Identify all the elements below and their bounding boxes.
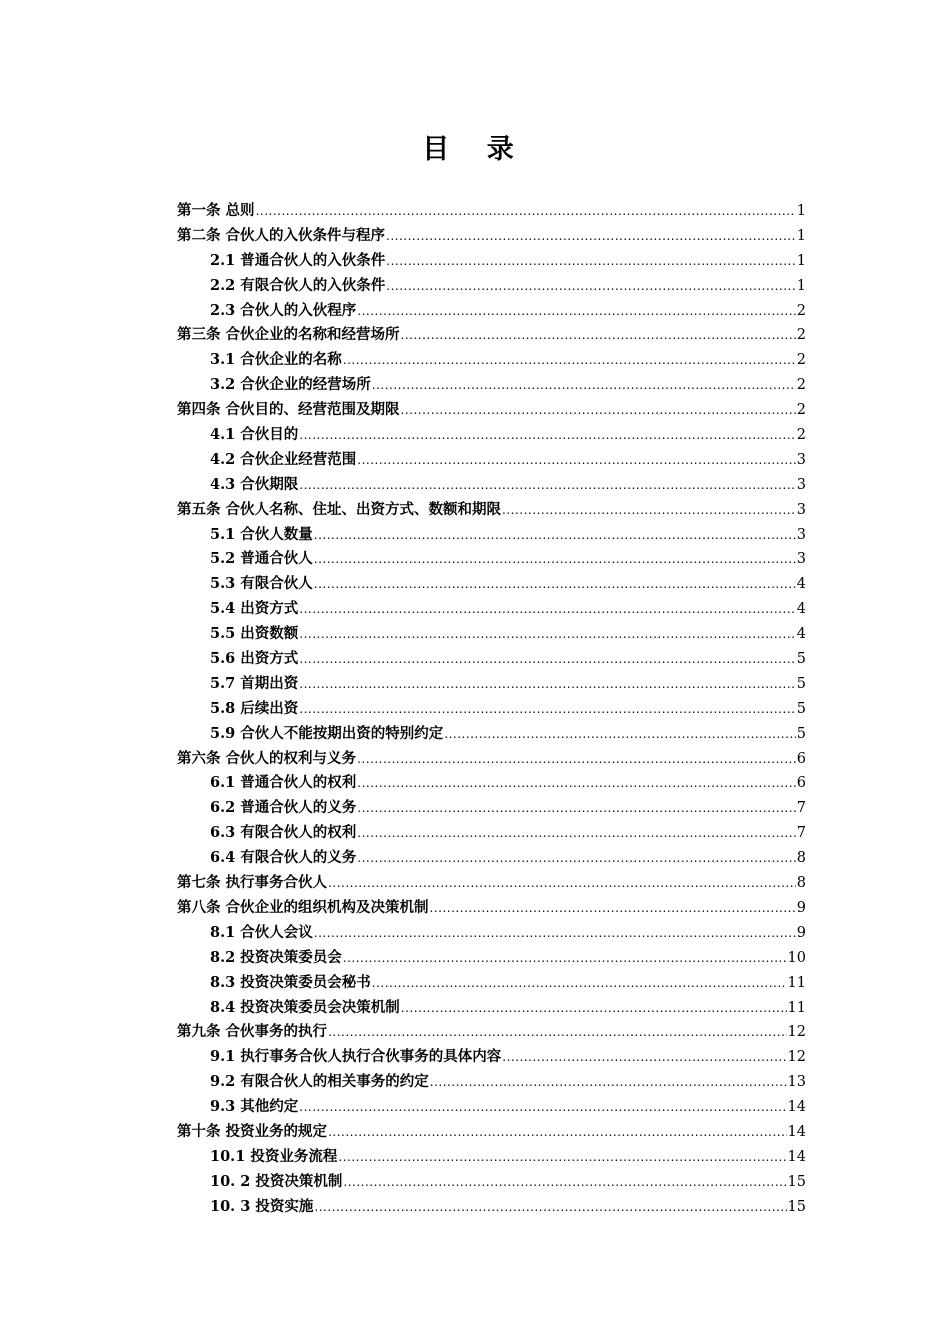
toc-entry[interactable] [177,1170,806,1195]
toc-entry-page-number: 14 [787,1123,806,1140]
toc-entry-label: 10.1 投资业务流程 [210,1147,338,1165]
toc-entry-label: 10. 2 投资决策机制 [210,1172,343,1190]
toc-dot-leader [328,1120,786,1145]
toc-dot-leader [314,572,796,597]
toc-entry-label: 第九条 合伙事务的执行 [177,1023,328,1041]
toc-entry[interactable] [177,971,806,996]
toc-dot-leader [357,846,795,871]
toc-entry-page-number: 3 [796,501,806,518]
toc-entry-label: 第六条 合伙人的权利与义务 [177,749,357,767]
toc-dot-leader [299,622,795,647]
toc-entry-page-number: 2 [796,377,806,394]
toc-entry[interactable] [177,448,806,473]
toc-entry-label: 6.4 有限合伙人的义务 [210,849,357,867]
toc-entry-label: 4.1 合伙目的 [210,426,299,444]
toc-entry-page-number: 5 [796,675,806,692]
toc-entry-page-number: 14 [787,1099,806,1116]
toc-entry-page-number: 1 [796,203,806,219]
toc-entry[interactable] [177,323,806,348]
toc-entry[interactable] [177,1045,806,1070]
toc-entry-page-number: 1 [796,227,806,244]
toc-entry-page-number: 1 [796,252,806,269]
toc-dot-leader [357,771,795,796]
toc-entry-page-number: 9 [796,899,806,916]
toc-entry-label: 9.1 执行事务合伙人执行合伙事务的具体内容 [210,1048,502,1066]
toc-dot-leader [401,323,796,348]
toc-entry[interactable] [177,473,806,498]
toc-entry[interactable] [177,547,806,572]
toc-entry-label: 5.8 后续出资 [210,699,299,717]
toc-entry-page-number: 14 [787,1148,806,1165]
toc-entry-label: 第四条 合伙目的、经营范围及期限 [177,401,400,419]
toc-entry-label: 5.4 出资方式 [210,600,299,618]
toc-entry-label: 2.1 普通合伙人的入伙条件 [210,251,386,269]
toc-entry[interactable] [177,597,806,622]
toc-dot-leader [343,946,787,971]
toc-dot-leader [299,597,795,622]
toc-entry-label: 8.2 投资决策委员会 [210,948,342,966]
toc-dot-leader [256,199,796,224]
toc-dot-leader [343,348,796,373]
toc-dot-leader [338,1145,786,1170]
toc-entry-label: 5.9 合伙人不能按期出资的特别约定 [210,724,444,742]
toc-entry-label: 第七条 执行事务合伙人 [177,874,328,892]
toc-dot-leader [343,1170,786,1195]
toc-entry-page-number: 15 [787,1173,806,1190]
toc-entry-label: 第八条 合伙企业的组织机构及决策机制 [177,898,429,916]
toc-entry-label: 3.2 合伙企业的经营场所 [210,376,371,394]
toc-entry-label: 6.2 普通合伙人的义务 [210,799,357,817]
toc-entry[interactable] [177,1070,806,1095]
toc-entry-label: 2.3 合伙人的入伙程序 [210,301,357,319]
toc-entry-page-number: 3 [796,476,806,493]
toc-entry-page-number: 5 [796,700,806,717]
toc-dot-leader [299,1095,786,1120]
toc-entry[interactable] [177,572,806,597]
toc-entry-label: 8.1 合伙人会议 [210,923,313,941]
toc-entry-page-number: 2 [796,427,806,444]
toc-entry-page-number: 5 [796,651,806,668]
toc-entry[interactable] [177,846,806,871]
toc-entry-label: 5.6 出资方式 [210,650,299,668]
toc-dot-leader [357,796,795,821]
toc-dot-leader [357,747,796,772]
toc-entry[interactable] [177,249,806,274]
toc-entry[interactable] [177,274,806,299]
toc-entry-page-number: 3 [796,551,806,568]
toc-entry-label: 5.1 合伙人数量 [210,525,313,543]
toc-entry[interactable] [177,722,806,747]
toc-dot-leader [299,672,795,697]
toc-entry-page-number: 8 [796,875,806,892]
toc-entry[interactable] [177,199,806,224]
toc-entry[interactable] [177,697,806,722]
toc-entry-label: 第十条 投资业务的规定 [177,1122,328,1140]
toc-entry-label: 5.7 首期出资 [210,674,299,692]
toc-entry-page-number: 12 [787,1024,806,1041]
toc-dot-leader [502,498,796,523]
toc-dot-leader [357,448,795,473]
toc-entry-page-number: 3 [796,451,806,468]
toc-entry[interactable] [177,622,806,647]
toc-dot-leader [386,274,795,299]
toc-entry[interactable] [177,348,806,373]
toc-entry[interactable] [177,647,806,672]
toc-entry-page-number: 7 [796,800,806,817]
toc-dot-leader [430,1070,787,1095]
toc-entry-label: 4.2 合伙企业经营范围 [210,450,357,468]
toc-entry[interactable] [177,1145,806,1170]
toc-entry[interactable] [177,821,806,846]
toc-entry[interactable] [177,1120,806,1145]
toc-list [177,199,806,1220]
toc-entry-page-number: 7 [796,825,806,842]
toc-dot-leader [357,299,795,324]
toc-dot-leader [357,821,795,846]
toc-entry-label: 3.1 合伙企业的名称 [210,351,342,369]
toc-dot-leader [299,697,795,722]
toc-entry[interactable] [177,871,806,896]
toc-entry[interactable] [177,1195,806,1220]
toc-dot-leader [299,473,795,498]
toc-entry[interactable] [177,373,806,398]
toc-entry[interactable] [177,896,806,921]
toc-entry-label: 第五条 合伙人名称、住址、出资方式、数额和期限 [177,500,502,518]
toc-dot-leader [328,1020,786,1045]
toc-entry-label: 8.4 投资决策委员会决策机制 [210,998,400,1016]
toc-entry[interactable] [177,996,806,1021]
toc-entry-page-number: 12 [787,1049,806,1066]
toc-entry[interactable] [177,946,806,971]
toc-entry-label: 4.3 合伙期限 [210,475,299,493]
toc-entry-label: 第一条 总则 [177,202,255,219]
toc-entry[interactable] [177,771,806,796]
toc-entry-page-number: 15 [787,1198,806,1215]
toc-dot-leader [314,523,796,548]
toc-entry-label: 10. 3 投资实施 [210,1197,314,1215]
toc-dot-leader [430,896,796,921]
toc-entry-label: 9.2 有限合伙人的相关事务的约定 [210,1073,429,1091]
toc-entry[interactable] [177,1020,806,1045]
toc-dot-leader [502,1045,786,1070]
toc-entry-page-number: 5 [796,725,806,742]
toc-entry-page-number: 4 [796,576,806,593]
toc-dot-leader [372,971,787,996]
toc-dot-leader [299,423,795,448]
toc-entry-label: 5.3 有限合伙人 [210,575,313,593]
toc-entry[interactable] [177,224,806,249]
toc-entry-label: 2.2 有限合伙人的入伙条件 [210,276,386,294]
toc-entry-page-number: 2 [796,402,806,419]
toc-dot-leader [401,398,796,423]
toc-entry-page-number: 1 [796,277,806,294]
toc-entry-label: 5.5 出资数额 [210,625,299,643]
toc-entry-page-number: 10 [787,949,806,966]
toc-entry-page-number: 11 [787,974,806,991]
toc-entry-label: 5.2 普通合伙人 [210,550,313,568]
toc-entry[interactable] [177,1095,806,1120]
toc-entry-page-number: 4 [796,601,806,618]
toc-entry-page-number: 9 [796,924,806,941]
toc-entry-page-number: 11 [787,999,806,1016]
toc-dot-leader [401,996,787,1021]
toc-entry[interactable] [177,796,806,821]
toc-entry-label: 9.3 其他约定 [210,1098,299,1116]
toc-entry-page-number: 6 [796,775,806,792]
toc-entry[interactable] [177,672,806,697]
toc-dot-leader [386,249,795,274]
toc-entry-label: 6.1 普通合伙人的权利 [210,774,357,792]
toc-dot-leader [314,547,796,572]
toc-entry[interactable] [177,398,806,423]
toc-entry-page-number: 3 [796,526,806,543]
toc-dot-leader [386,224,796,249]
toc-entry-page-number: 2 [796,352,806,369]
toc-entry-label: 8.3 投资决策委员会秘书 [210,973,371,991]
toc-entry-label: 6.3 有限合伙人的权利 [210,824,357,842]
toc-entry[interactable] [177,747,806,772]
toc-title: 目 录 [422,134,528,165]
toc-entry-page-number: 8 [796,850,806,867]
toc-entry-label: 第三条 合伙企业的名称和经营场所 [177,326,400,344]
toc-entry-label: 第二条 合伙人的入伙条件与程序 [177,226,386,244]
toc-dot-leader [444,722,795,747]
toc-entry[interactable] [177,921,806,946]
toc-entry[interactable] [177,498,806,523]
toc-entry-page-number: 2 [796,327,806,344]
toc-dot-leader [372,373,796,398]
toc-dot-leader [314,1195,786,1220]
toc-dot-leader [328,871,796,896]
toc-entry[interactable] [177,423,806,448]
toc-entry-page-number: 6 [796,750,806,767]
toc-dot-leader [299,647,795,672]
toc-entry[interactable] [177,523,806,548]
toc-entry-page-number: 13 [787,1074,806,1091]
toc-entry[interactable] [177,299,806,324]
toc-entry-page-number: 4 [796,626,806,643]
toc-entry-page-number: 2 [796,302,806,319]
toc-dot-leader [314,921,796,946]
